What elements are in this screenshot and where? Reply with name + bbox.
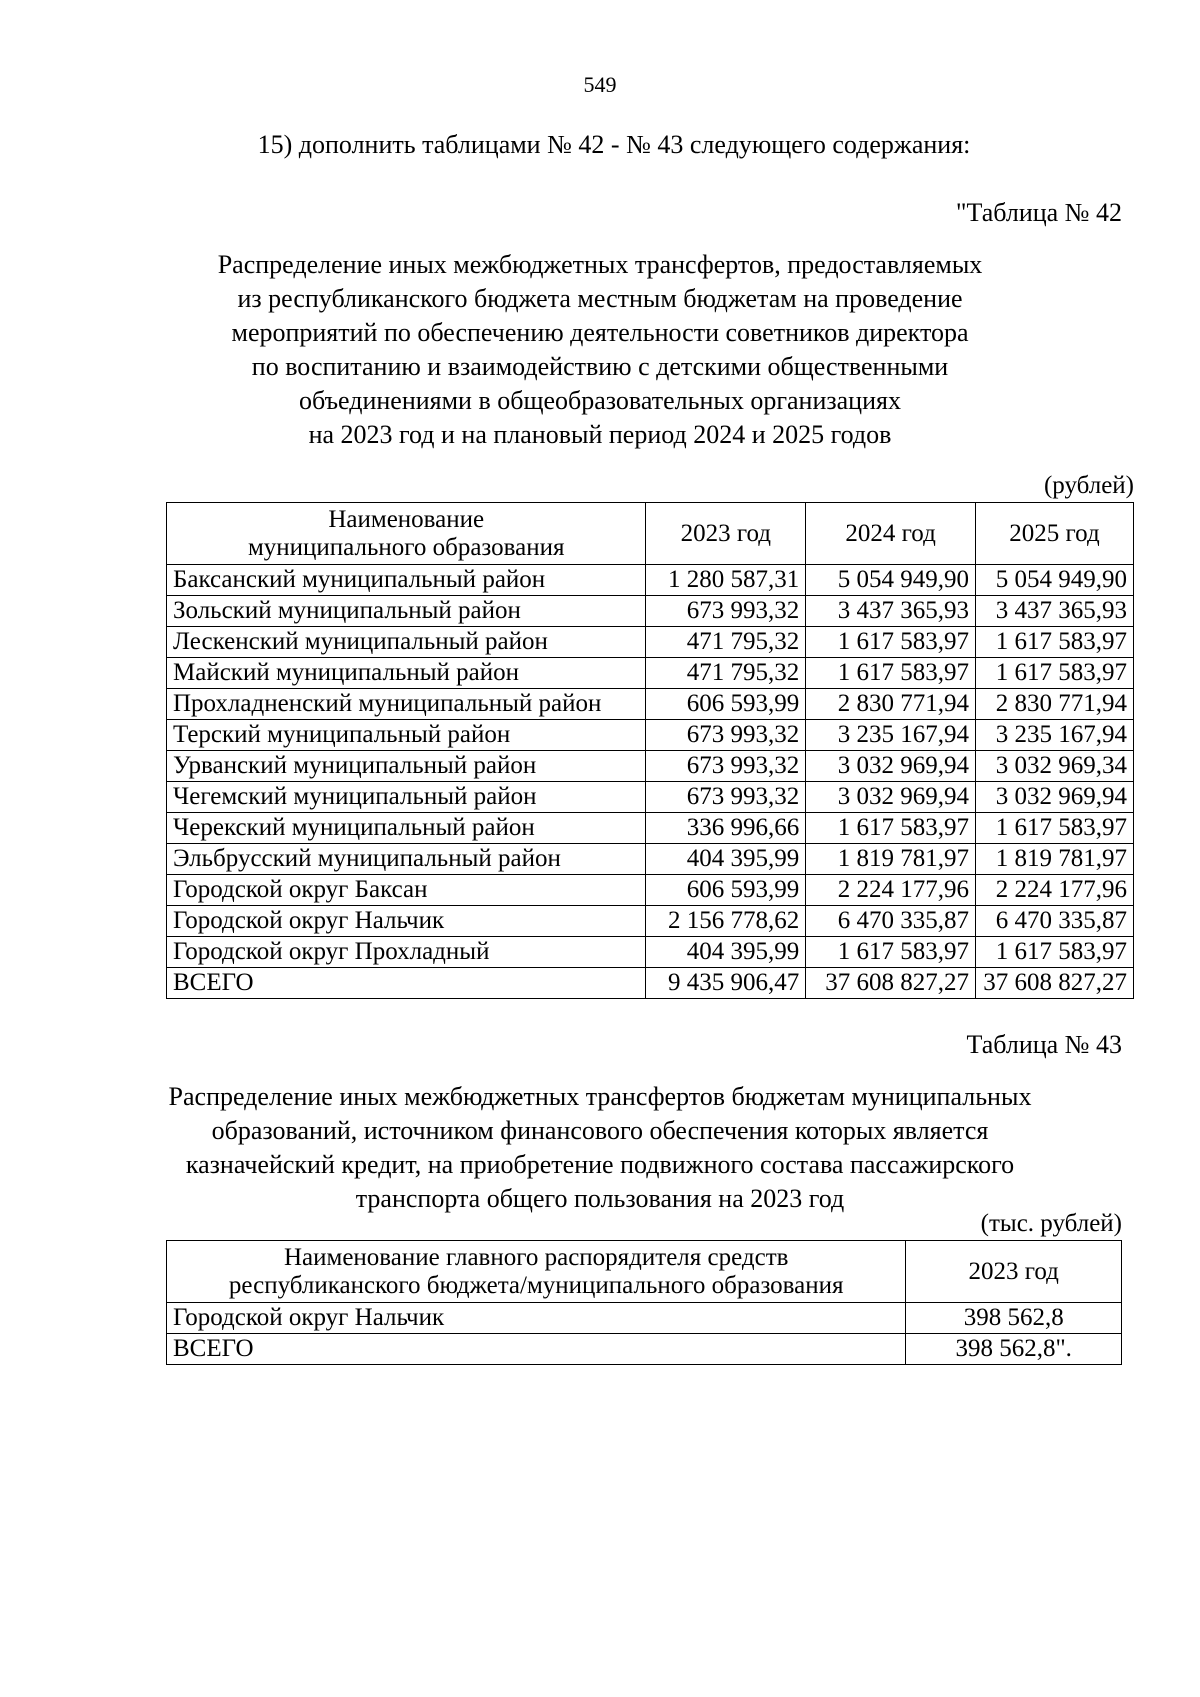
row-2023: 471 795,32 [646, 627, 806, 658]
table42-label: "Таблица № 42 [955, 198, 1122, 227]
table-row [167, 782, 1134, 813]
row-2025: 2 830 771,94 [976, 689, 1134, 720]
row-2025: 3 437 365,93 [976, 596, 1134, 627]
table-row [167, 627, 1134, 658]
row-2023: 471 795,32 [646, 658, 806, 689]
table-row [167, 1303, 1122, 1334]
row-name: Урванский муниципальный район [167, 751, 646, 782]
table42-col-2025: 2025 год [976, 503, 1134, 565]
table-row [167, 565, 1134, 596]
row-2025: 3 235 167,94 [976, 720, 1134, 751]
table-row [167, 813, 1134, 844]
table-row [167, 689, 1134, 720]
row-name: Прохладненский муниципальный район [167, 689, 646, 720]
row-2024: 1 819 781,97 [806, 844, 976, 875]
table-row [167, 720, 1134, 751]
table42 [166, 502, 1134, 999]
row-name: Чегемский муниципальный район [167, 782, 646, 813]
table43-col-2023: 2023 год [906, 1241, 1122, 1303]
page-number: 549 [583, 72, 617, 97]
table43 [166, 1240, 1122, 1365]
row-2023: 398 562,8". [906, 1334, 1122, 1365]
row-2023: 673 993,32 [646, 751, 806, 782]
table-row [167, 875, 1134, 906]
row-2024: 1 617 583,97 [806, 627, 976, 658]
row-2024: 3 032 969,94 [806, 751, 976, 782]
row-name: ВСЕГО [167, 1334, 906, 1365]
row-2023: 9 435 906,47 [646, 968, 806, 999]
table42-unit: (рублей) [1043, 472, 1134, 499]
row-2023: 606 593,99 [646, 689, 806, 720]
row-2024: 1 617 583,97 [806, 658, 976, 689]
row-name: Городской округ Баксан [167, 875, 646, 906]
row-name: Городской округ Нальчик [167, 906, 646, 937]
row-name: Городской округ Прохладный [167, 937, 646, 968]
table43-col-name: Наименование главного распорядителя средств республиканского бюджета/муниципального образования [167, 1241, 906, 1303]
table-row [167, 658, 1134, 689]
row-name: Эльбрусский муниципальный район [167, 844, 646, 875]
row-2025: 37 608 827,27 [976, 968, 1134, 999]
row-2024: 3 437 365,93 [806, 596, 976, 627]
row-2024: 3 235 167,94 [806, 720, 976, 751]
row-name: Майский муниципальный район [167, 658, 646, 689]
table42-col-2023: 2023 год [646, 503, 806, 565]
table42-heading-line: на 2023 год и на плановый период 2024 и 2025 годов [308, 420, 892, 449]
row-2024: 5 054 949,90 [806, 565, 976, 596]
table-row [167, 906, 1134, 937]
row-2024: 2 224 177,96 [806, 875, 976, 906]
row-2024: 6 470 335,87 [806, 906, 976, 937]
row-name: ВСЕГО [167, 968, 646, 999]
row-2025: 1 819 781,97 [976, 844, 1134, 875]
table42-header-row [167, 503, 1134, 565]
row-2023: 398 562,8 [906, 1303, 1122, 1334]
row-2024: 1 617 583,97 [806, 813, 976, 844]
row-2025: 3 032 969,94 [976, 782, 1134, 813]
row-2025: 6 470 335,87 [976, 906, 1134, 937]
table42-heading-line: Распределение иных межбюджетных трансфертов, предоставляемых [217, 250, 983, 279]
row-2025: 1 617 583,97 [976, 627, 1134, 658]
row-name: Баксанский муниципальный район [167, 565, 646, 596]
table43-heading-line: образований, источником финансового обеспечения которых является [211, 1116, 989, 1145]
row-name: Терский муниципальный район [167, 720, 646, 751]
table42-col-name: Наименование муниципального образования [167, 503, 646, 565]
table-row [167, 751, 1134, 782]
table43-header-row [167, 1241, 1122, 1303]
row-2025: 2 224 177,96 [976, 875, 1134, 906]
table42-heading-line: по воспитанию и взаимодействию с детскими общественными [251, 352, 949, 381]
row-2023: 1 280 587,31 [646, 565, 806, 596]
table-total-row [167, 968, 1134, 999]
row-2025: 1 617 583,97 [976, 937, 1134, 968]
table43-label: Таблица № 43 [966, 1030, 1122, 1059]
table-row [167, 937, 1134, 968]
row-2024: 3 032 969,94 [806, 782, 976, 813]
table-row [167, 844, 1134, 875]
row-name: Черекский муниципальный район [167, 813, 646, 844]
row-2024: 1 617 583,97 [806, 937, 976, 968]
row-2024: 37 608 827,27 [806, 968, 976, 999]
row-2023: 606 593,99 [646, 875, 806, 906]
table43-heading [0, 1080, 1200, 1216]
table43-heading-line: казначейский кредит, на приобретение подвижного состава пассажирского [185, 1150, 1015, 1179]
table43-unit: (тыс. рублей) [980, 1210, 1122, 1237]
row-2023: 336 996,66 [646, 813, 806, 844]
table43-heading-line: Распределение иных межбюджетных трансфертов бюджетам муниципальных [168, 1082, 1032, 1111]
intro-paragraph: 15) дополнить таблицами № 42 - № 43 следующего содержания: [257, 130, 971, 159]
table42-heading [0, 248, 1200, 452]
row-name: Лескенский муниципальный район [167, 627, 646, 658]
table43-heading-line: транспорта общего пользования на 2023 год [355, 1184, 845, 1213]
row-2025: 1 617 583,97 [976, 813, 1134, 844]
row-2023: 673 993,32 [646, 720, 806, 751]
row-2025: 5 054 949,90 [976, 565, 1134, 596]
table-total-row [167, 1334, 1122, 1365]
row-2023: 673 993,32 [646, 782, 806, 813]
row-2025: 3 032 969,34 [976, 751, 1134, 782]
row-name: Зольский муниципальный район [167, 596, 646, 627]
row-2023: 404 395,99 [646, 937, 806, 968]
row-name: Городской округ Нальчик [167, 1303, 906, 1334]
table42-heading-line: из республиканского бюджета местным бюджетам на проведение [237, 284, 963, 313]
row-2025: 1 617 583,97 [976, 658, 1134, 689]
row-2023: 673 993,32 [646, 596, 806, 627]
table42-heading-line: мероприятий по обеспечению деятельности советников директора [231, 318, 969, 347]
row-2024: 2 830 771,94 [806, 689, 976, 720]
table42-col-2024: 2024 год [806, 503, 976, 565]
table42-heading-line: объединениями в общеобразовательных организациях [299, 386, 901, 415]
row-2023: 404 395,99 [646, 844, 806, 875]
table-row [167, 596, 1134, 627]
row-2023: 2 156 778,62 [646, 906, 806, 937]
